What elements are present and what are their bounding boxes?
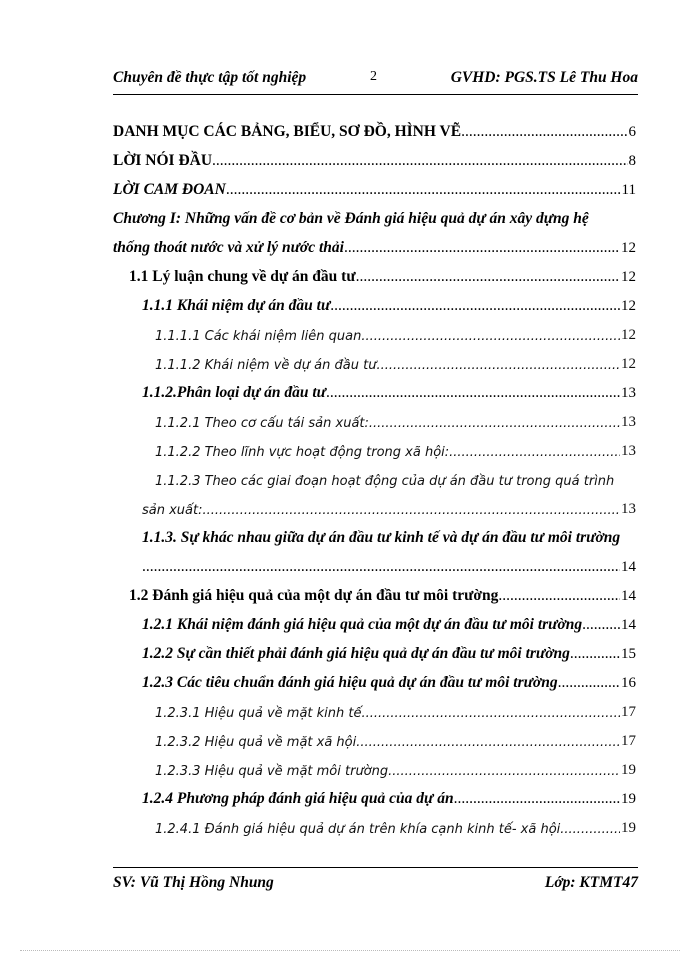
toc-page: 14 — [621, 588, 636, 604]
toc-leader — [582, 616, 620, 638]
toc-page: 12 — [621, 240, 636, 256]
toc-entry-foreword[interactable] — [113, 145, 636, 174]
toc-entry-text: thống thoát nước và xử lý nước thải — [113, 239, 344, 256]
toc-leader — [361, 329, 620, 348]
toc-entry-1-2-4-1[interactable] — [113, 812, 636, 841]
toc-page: 14 — [621, 617, 636, 633]
toc-page: 14 — [621, 559, 636, 575]
toc-entry-1-1-1-2[interactable] — [113, 348, 636, 377]
toc-entry-1-1-2-3-line2[interactable] — [113, 493, 636, 522]
toc-entry-text: 1.2.4.1 Đánh giá hiệu quả dự án trên khía cạnh kinh tế- xã hội — [155, 822, 561, 837]
page-header — [113, 66, 638, 95]
footer-student: SV: Vũ Thị Hồng Nhung — [113, 874, 274, 891]
toc-entry-text: 1.1.1.1 Các khái niệm liên quan — [155, 329, 362, 344]
toc-page: 13 — [621, 501, 636, 517]
toc-leader — [356, 735, 620, 754]
toc-entry-1-1-2-2[interactable] — [113, 435, 636, 464]
toc-entry-chapter-1-line2[interactable] — [113, 232, 636, 261]
page-bottom-border — [20, 950, 680, 951]
toc-leader — [142, 558, 620, 580]
toc-page: 12 — [621, 298, 636, 314]
toc-page: 12 — [621, 327, 636, 343]
toc-page: 13 — [621, 414, 636, 430]
toc-entry-text: 1.2.1 Khái niệm đánh giá hiệu quả của một dự án đầu tư môi trường — [142, 616, 583, 633]
toc-entry-text: Chương I: Những vấn đề cơ bản về Đánh giá hiệu quả dự án xây dựng hệ — [113, 210, 589, 227]
toc-page: 8 — [628, 153, 636, 169]
toc-entry-text: DANH MỤC CÁC BẢNG, BIỂU, SƠ ĐỒ, HÌNH VẼ — [113, 123, 462, 140]
toc-entry-text: sản xuất: — [142, 503, 203, 518]
toc-page: 11 — [621, 182, 636, 198]
toc-leader — [362, 706, 621, 725]
toc-leader — [376, 358, 620, 377]
toc-page: 19 — [621, 791, 636, 807]
toc-leader — [356, 268, 620, 290]
toc-page: 15 — [621, 646, 636, 662]
toc-entry-text: 1.1.2.2 Theo lĩnh vực hoạt động trong xã hội: — [155, 445, 450, 460]
toc-entry-1-1-2-3-line1[interactable] — [113, 464, 636, 493]
header-advisor: GVHD: PGS.TS Lê Thu Hoa — [450, 69, 638, 86]
toc-entry-1-1-1-1[interactable] — [113, 319, 636, 348]
toc-entry-text: 1.2.3.2 Hiệu quả về mặt xã hội — [155, 735, 357, 750]
toc-page: 13 — [621, 443, 636, 459]
header-title: Chuyên đề thực tập tốt nghiệp — [113, 69, 307, 86]
toc-entry-1-2-3-1[interactable] — [113, 696, 636, 725]
toc-entry-1-2-3-2[interactable] — [113, 725, 636, 754]
toc-entry-chapter-1-line1[interactable] — [113, 203, 636, 232]
toc-page: 6 — [628, 124, 636, 140]
toc-entry-1-2-1[interactable] — [113, 609, 636, 638]
toc-page: 17 — [621, 704, 636, 720]
toc-leader — [454, 790, 620, 812]
toc-leader — [388, 764, 620, 783]
toc-entry-1-2-3[interactable] — [113, 667, 636, 696]
toc-page: 17 — [621, 733, 636, 749]
toc-entry-text: 1.1.1 Khái niệm dự án đầu tư — [142, 297, 331, 314]
toc-leader — [449, 445, 620, 464]
toc-entry-1-1-3-line2[interactable] — [113, 551, 636, 580]
table-of-contents — [113, 116, 636, 841]
toc-leader — [560, 822, 620, 841]
toc-entry-1-1-2[interactable] — [113, 377, 636, 406]
toc-leader — [344, 239, 620, 261]
toc-page: 13 — [621, 385, 636, 401]
toc-leader — [461, 123, 627, 145]
footer-class: Lớp: KTMT47 — [544, 874, 638, 891]
toc-entry-text: 1.1.2.3 Theo các giai đoạn hoạt động của dự án đầu tư trong quá trình — [155, 474, 615, 489]
toc-leader — [570, 645, 620, 667]
toc-entry-1-2[interactable] — [113, 580, 636, 609]
toc-entry-text: 1.1 Lý luận chung về dự án đầu tư — [129, 268, 356, 285]
toc-leader — [326, 384, 620, 406]
toc-entry-text: 1.2 Đánh giá hiệu quả của một dự án đầu tư môi trường — [129, 587, 499, 604]
toc-entry-text: 1.1.3. Sự khác nhau giữa dự án đầu tư kinh tế và dự án đầu tư môi trường — [142, 529, 621, 546]
toc-entry-1-1-1[interactable] — [113, 290, 636, 319]
toc-entry-1-2-3-3[interactable] — [113, 754, 636, 783]
toc-entry-declaration[interactable] — [113, 174, 636, 203]
page-footer — [113, 867, 638, 898]
toc-page: 12 — [621, 269, 636, 285]
toc-page: 19 — [621, 762, 636, 778]
toc-entry-text: LỜI NÓI ĐẦU — [113, 152, 213, 169]
toc-entry-text: 1.2.2 Sự cần thiết phải đánh giá hiệu quả dự án đầu tư môi trường — [142, 645, 570, 662]
toc-leader — [369, 416, 620, 435]
toc-entry-text: 1.2.3.1 Hiệu quả về mặt kinh tế — [155, 706, 362, 721]
toc-page: 12 — [621, 356, 636, 372]
toc-entry-text: 1.2.3.3 Hiệu quả về mặt môi trường — [155, 764, 389, 779]
toc-page: 16 — [621, 675, 636, 691]
toc-entry-text: LỜI CAM ĐOAN — [113, 181, 226, 198]
toc-entry-list-of-tables[interactable] — [113, 116, 636, 145]
toc-entry-text: 1.2.4 Phương pháp đánh giá hiệu quả của dự án — [142, 790, 454, 807]
toc-entry-1-1[interactable] — [113, 261, 636, 290]
toc-leader — [226, 181, 621, 203]
toc-entry-text: 1.1.2.Phân loại dự án đầu tư — [142, 384, 326, 401]
toc-entry-text: 1.1.2.1 Theo cơ cấu tái sản xuất: — [155, 416, 369, 431]
toc-leader — [203, 503, 621, 522]
toc-page: 19 — [621, 820, 636, 836]
toc-entry-text: 1.1.1.2 Khái niệm về dự án đầu tư — [155, 358, 377, 373]
toc-entry-1-1-3-line1[interactable] — [113, 522, 636, 551]
toc-leader — [330, 297, 620, 319]
toc-leader — [498, 587, 620, 609]
toc-entry-text: 1.2.3 Các tiêu chuẩn đánh giá hiệu quả dự án đầu tư môi trường — [142, 674, 558, 691]
toc-entry-1-1-2-1[interactable] — [113, 406, 636, 435]
page-number: 2 — [370, 69, 377, 84]
toc-entry-1-2-4[interactable] — [113, 783, 636, 812]
toc-leader — [558, 674, 620, 696]
toc-entry-1-2-2[interactable] — [113, 638, 636, 667]
toc-leader — [212, 152, 627, 174]
